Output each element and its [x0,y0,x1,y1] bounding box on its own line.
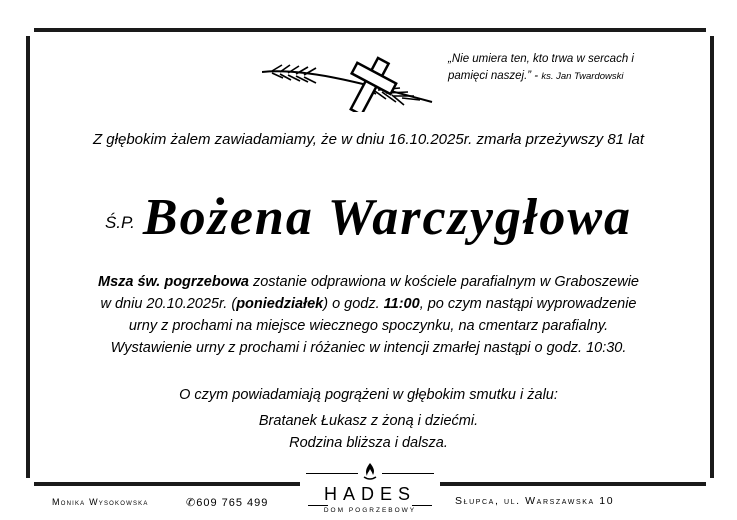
frame-corner-notch [24,478,34,488]
mass-line-4: Wystawienie urny z prochami i różaniec w intencji zmarłej nastąpi o godz. 10:30. [110,340,627,356]
logo-rule-left [306,473,358,474]
deceased-name: Bożena Warczygłowa [142,189,633,246]
quote-author: ks. Jan Twardowski [541,71,624,82]
deceased-prefix: Ś.P. [104,213,135,232]
frame-corner-notch [706,478,716,488]
cross-with-palm-icon [262,50,442,112]
quote-line-1: „Nie umiera ten, kto trwa w sercach i [448,53,634,65]
death-announcement: Z głębokim żalem zawiadamiamy, że w dniu 16.10.2025r. zmarła przeżywszy 81 lat [92,131,645,148]
mass-line-3: urny z prochami na miejsce wiecznego spoczynku, na cmentarz parafialny. [128,318,609,334]
footer-phone: ✆609 765 499 [186,497,269,509]
logo-brand: HADES [323,484,416,504]
deceased-heading [0,188,737,247]
flame-icon [360,462,380,482]
footer-address: Słupca, ul. Warszawska 10 [455,495,615,507]
mass-time: 11:00 [383,296,420,312]
memorial-quote [448,51,698,85]
mass-line-2-b: ) o godz. [323,296,384,312]
funeral-mass-details [0,271,737,359]
mass-day: poniedziałek [236,296,324,312]
logo-rule-right [382,473,434,474]
mass-line-1-text: zostanie odprawiona w kościele parafialnym w Graboszewie [248,274,639,290]
hades-logo [300,460,440,520]
logo-subtitle: DOM POGRZEBOWY [323,507,417,514]
mass-line-2-c: , po czym nastąpi wyprowadzenie [419,296,637,312]
footer-contact-name: Monika Wysokowska [52,497,149,507]
quote-line-2 [448,68,698,85]
mourners-line-2: Rodzina bliższa i dalsza. [289,435,448,451]
quote-line-2-text: pamięci naszej.” - [448,70,542,82]
mass-lead: Msza św. pogrzebowa [97,274,249,290]
mass-line-2-a: w dniu 20.10.2025r. ( [100,296,237,312]
frame-corner-notch [706,26,716,36]
mass-line-1 [0,271,737,293]
frame-corner-notch [24,26,34,36]
mourners-intro: O czym powiadamiają pogrążeni w głębokim smutku i żalu: [179,387,558,403]
mourners-section [0,384,737,454]
mourners-line-1: Bratanek Łukasz z żoną i dziećmi. [258,413,479,429]
mass-line-2 [0,293,737,315]
logo-rule-bottom-left [308,505,328,506]
logo-rule-bottom-right [412,505,432,506]
